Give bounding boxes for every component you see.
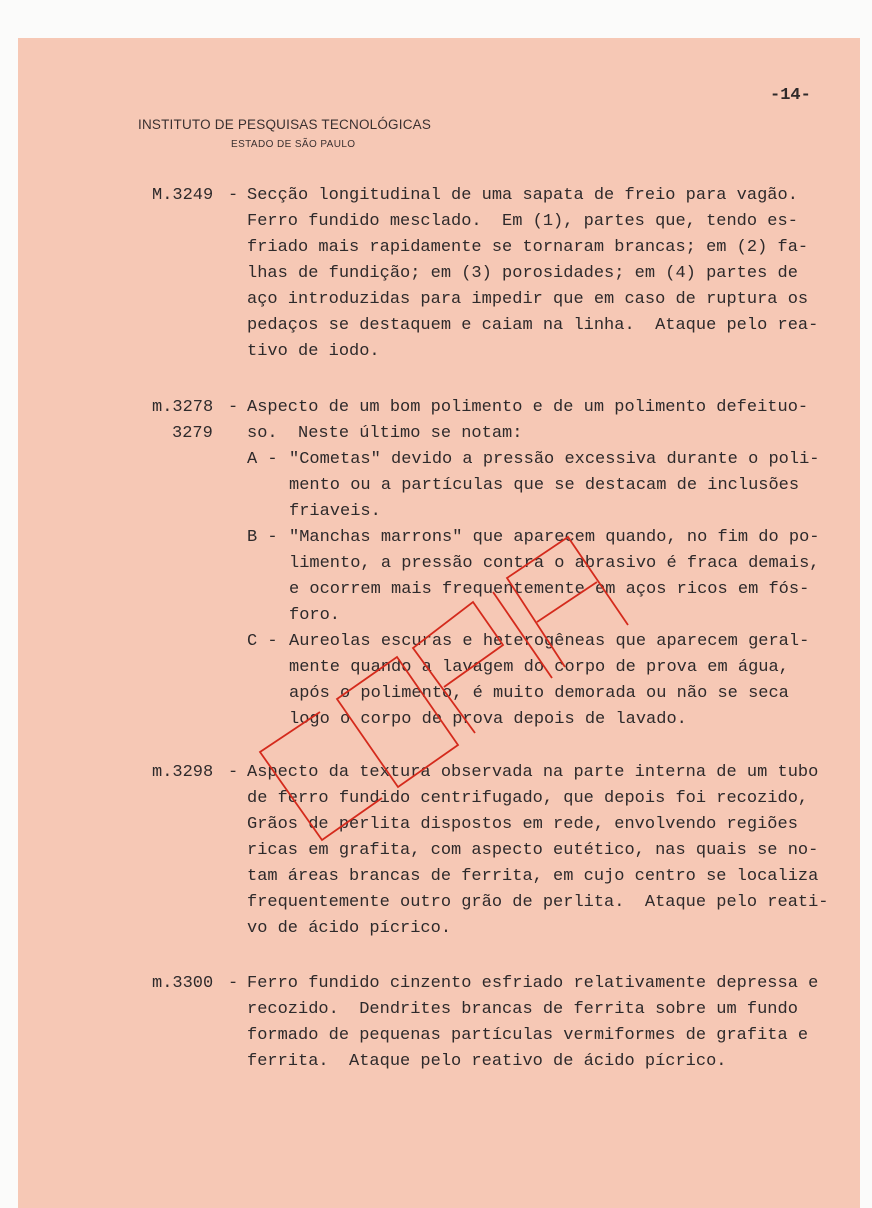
- text-line: pedaços se destaquem e caiam na linha. Ataque pelo rea-: [247, 316, 819, 335]
- entry-m3300: [152, 971, 852, 1075]
- text-line: Ferro fundido mesclado. Em (1), partes que, tendo es-: [247, 212, 798, 231]
- specimen-label: m.3298: [152, 763, 214, 782]
- institution-state: ESTADO DE SÃO PAULO: [231, 139, 356, 150]
- text-line: Secção longitudinal de uma sapata de freio para vagão.: [247, 186, 798, 205]
- text-line: limento, a pressão contra o abrasivo é fraca demais,: [289, 554, 820, 573]
- text-line: recozido. Dendrites brancas de ferrita sobre um fundo: [247, 1000, 798, 1019]
- text-line: Aspecto da textura observada na parte interna de um tubo: [247, 763, 819, 782]
- dash: -: [228, 974, 239, 993]
- specimen-label: M.3249: [152, 186, 214, 205]
- entry-text: [247, 183, 852, 365]
- text-line: "Manchas marrons" que aparecem quando, no fim do po-: [289, 528, 820, 547]
- text-line: friado mais rapidamente se tornaram brancas; em (2) fa-: [247, 238, 809, 257]
- text-line: lhas de fundição; em (3) porosidades; em (4) partes de: [247, 264, 798, 283]
- dash: -: [228, 186, 239, 205]
- text-line: friaveis.: [289, 502, 381, 521]
- entry-m3278: [152, 395, 852, 733]
- text-line: logo o corpo de prova depois de lavado.: [289, 710, 687, 729]
- dash: -: [228, 763, 239, 782]
- text-line: Ferro fundido cinzento esfriado relativamente depressa e: [247, 974, 819, 993]
- text-line: Aspecto de um bom polimento e de um polimento defeituo-: [247, 398, 809, 417]
- specimen-label: m.3278: [152, 398, 214, 417]
- text-line: mento ou a partículas que se destacam de inclusões: [289, 476, 800, 495]
- text-line: Aureolas escuras e heterogêneas que aparecem geral-: [289, 632, 810, 651]
- entry-m3249: [152, 183, 852, 365]
- text-line: aço introduzidas para impedir que em caso de ruptura os: [247, 290, 809, 309]
- list-marker: C -: [247, 632, 278, 651]
- list-item-b: [247, 525, 852, 629]
- text-line: após o polimento, é muito demorada ou não se seca: [289, 684, 789, 703]
- dash: -: [228, 398, 239, 417]
- text-line: formado de pequenas partículas vermiformes de grafita e: [247, 1026, 809, 1045]
- text-line: vo de ácido pícrico.: [247, 919, 452, 938]
- text-line: so. Neste último se notam:: [247, 424, 523, 443]
- text-line: tivo de iodo.: [247, 342, 380, 361]
- specimen-label-secondary: 3279: [172, 424, 213, 443]
- text-line: de ferro fundido centrifugado, que depois foi recozido,: [247, 789, 809, 808]
- text-line: "Cometas" devido a pressão excessiva durante o poli-: [289, 450, 820, 469]
- entry-m3298: [152, 760, 852, 942]
- text-line: ferrita. Ataque pelo reativo de ácido pícrico.: [247, 1052, 727, 1071]
- entry-text: [247, 760, 852, 942]
- text-line: frequentemente outro grão de perlita. Ataque pelo reati-: [247, 893, 829, 912]
- text-line: mente quando a lavagem do corpo de prova em água,: [289, 658, 789, 677]
- page-number: -14-: [770, 86, 811, 105]
- text-line: e ocorrem mais frequentemente em aços ricos em fós-: [289, 580, 810, 599]
- institution-name: INSTITUTO DE PESQUISAS TECNOLÓGICAS: [138, 117, 432, 132]
- entry-text: [247, 971, 852, 1075]
- specimen-label: m.3300: [152, 974, 214, 993]
- text-line: foro.: [289, 606, 341, 625]
- list-marker: B -: [247, 528, 278, 547]
- text-line: ricas em grafita, com aspecto eutético, nas quais se no-: [247, 841, 819, 860]
- list-item-c: [247, 629, 852, 733]
- list-marker: A -: [247, 450, 278, 469]
- text-line: Grãos de perlita dispostos em rede, envolvendo regiões: [247, 815, 798, 834]
- text-line: tam áreas brancas de ferrita, em cujo centro se localiza: [247, 867, 819, 886]
- list-item-a: [247, 447, 852, 525]
- entry-text: [247, 395, 852, 733]
